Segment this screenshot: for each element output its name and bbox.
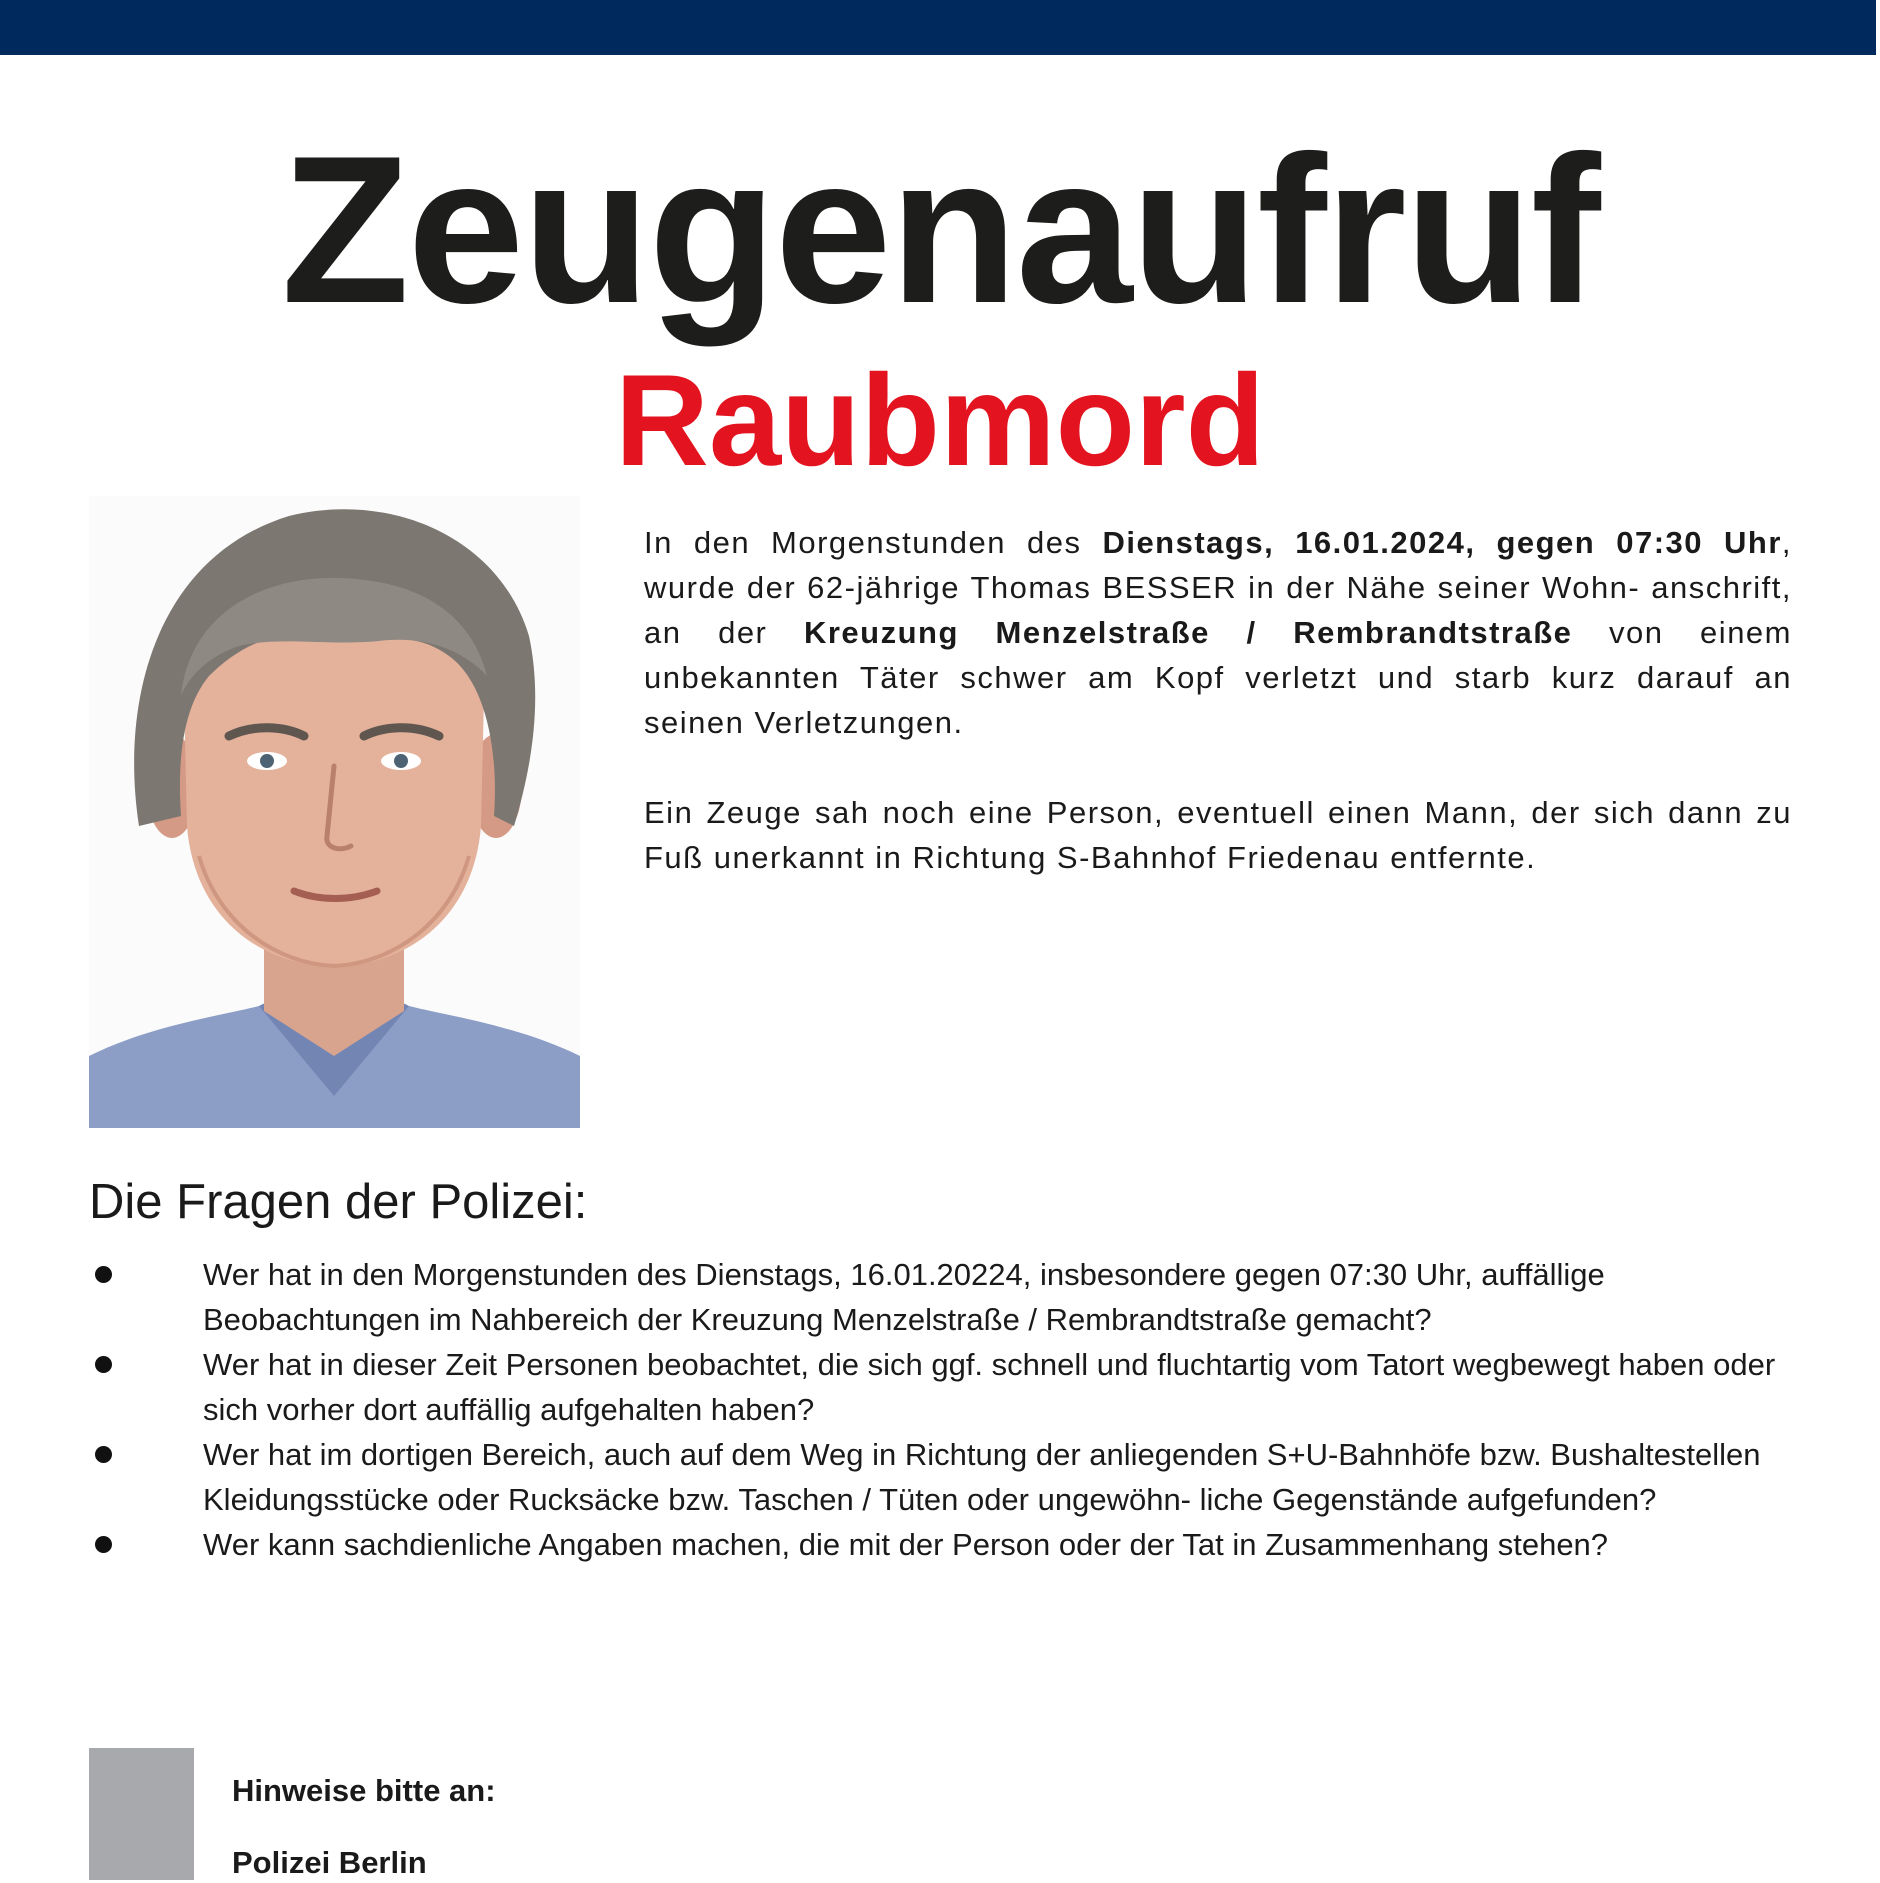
page-subtitle: Raubmord [615,347,1265,493]
intro-text-a: In den Morgenstunden des [644,525,1103,560]
question-item [89,1522,1789,1567]
bullet-icon [95,1266,112,1283]
question-text: Wer kann sachdienliche Angaben machen, die mit der Person oder der Tat in Zusammenhang stehen? [203,1527,1609,1562]
questions-list [89,1252,1789,1567]
bullet-icon [95,1446,112,1463]
intro-text-c: , wurde der 62-jährige Thomas BESSER in der Nähe seiner Wohn- anschrift, an der [644,525,1793,650]
portrait-illustration [89,496,580,1128]
case-description [644,520,1792,925]
question-item [89,1432,1789,1522]
questions-heading: Die Fragen der Polizei: [89,1175,588,1229]
page-title: Zeugenaufruf [281,112,1599,347]
question-text: Wer hat in dieser Zeit Personen beobachtet, die sich ggf. schnell und fluchtartig vom Tatort wegbewegt haben oder sich vorher dort auffällig aufgehalten haben? [203,1347,1776,1427]
case-description-paragraph-2: Ein Zeuge sah noch eine Person, eventuell einen Mann, der sich dann zu Fuß unerkannt in Richtung S-Bahnhof Friedenau entfernte. [644,795,1792,875]
intro-date-time: Dienstags, 16.01.2024, gegen 07:30 Uhr [1102,525,1782,560]
header-bar [0,0,1876,55]
question-item [89,1252,1789,1342]
intro-location: Kreuzung Menzelstraße / Rembrandtstraße [803,615,1573,650]
intro-text-e: von einem unbekannten Täter schwer am Kopf verletzt und starb kurz darauf an seinen Verletzungen. [644,615,1792,740]
victim-photo [89,496,580,1128]
bullet-icon [95,1356,112,1373]
question-text: Wer hat im dortigen Bereich, auch auf dem Weg in Richtung der anliegenden S+U-Bahnhöfe bzw. Bushaltestellen Kleidungsstücke oder Rucksäcke bzw. Taschen / Tüten oder ungewöhn- liche Gegenstände aufgefunden? [203,1437,1761,1517]
contact-organization: Polizei Berlin [232,1845,427,1880]
contact-accent-block [89,1748,194,1880]
question-text: Wer hat in den Morgenstunden des Dienstags, 16.01.20224, insbesondere gegen 07:30 Uhr, auffällige Beobachtungen im Nahbereich der Kreuzung Menzelstraße / Rembrandtstraße gemacht? [203,1257,1605,1337]
question-item [89,1342,1789,1432]
contact-label: Hinweise bitte an: [232,1773,496,1808]
bullet-icon [95,1536,112,1553]
case-description-paragraph-1 [644,520,1792,745]
